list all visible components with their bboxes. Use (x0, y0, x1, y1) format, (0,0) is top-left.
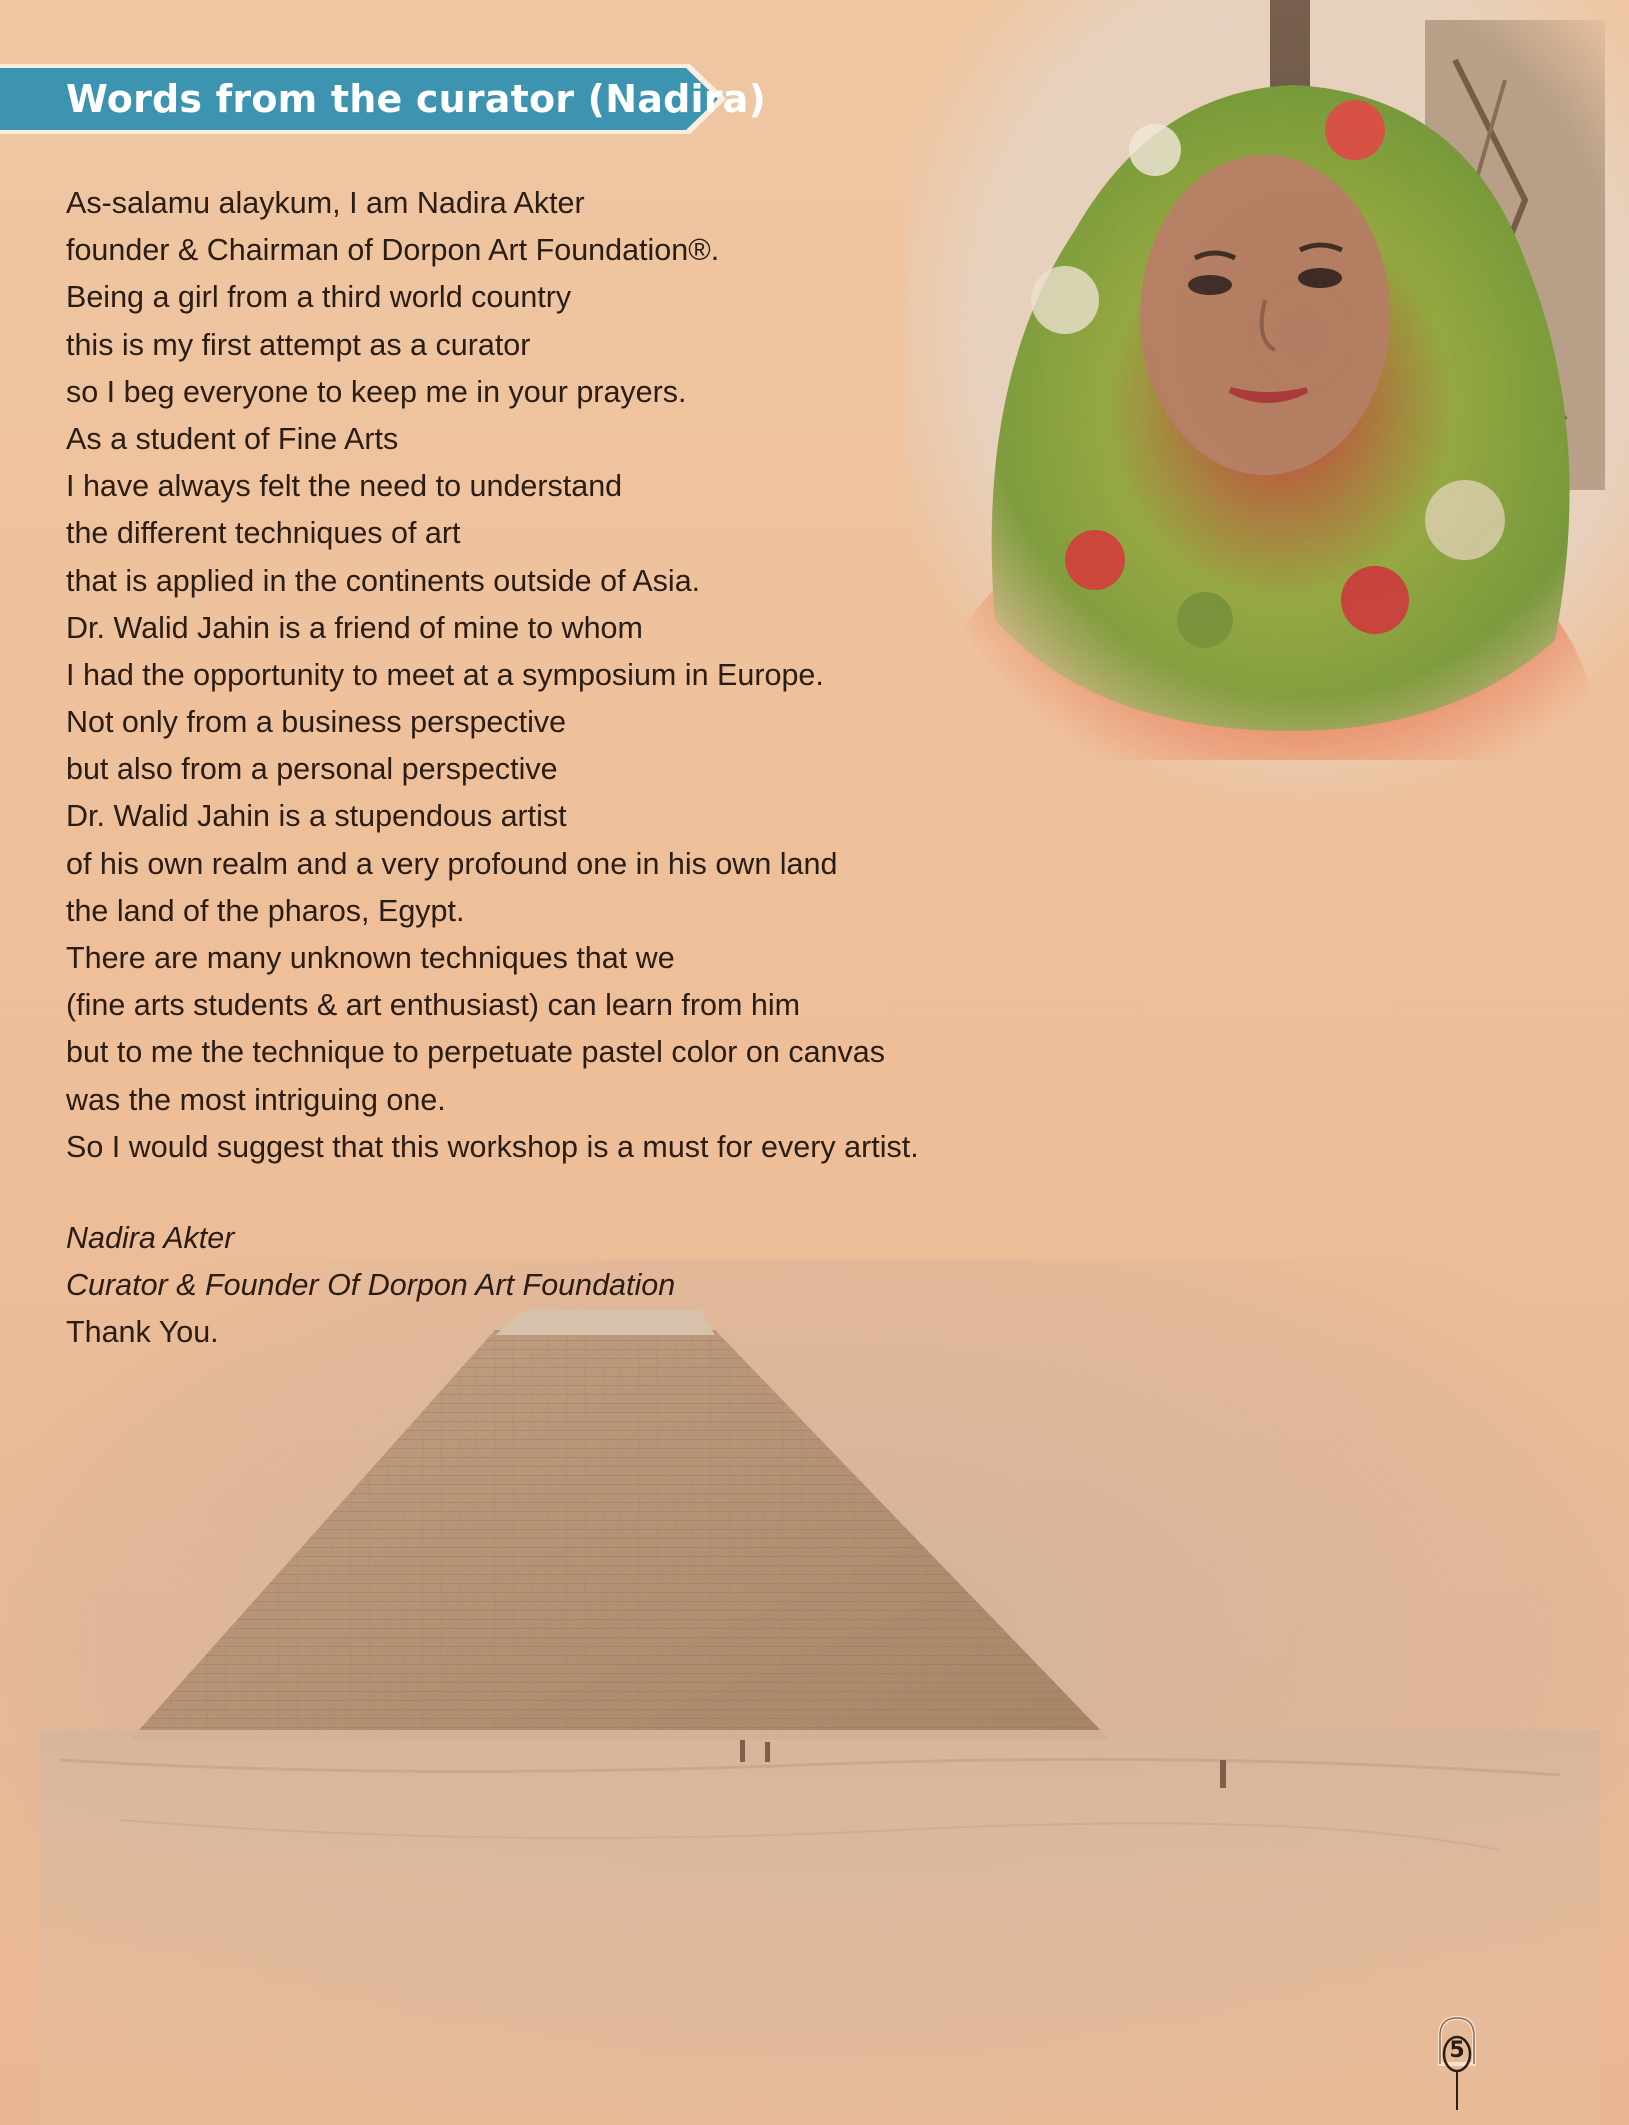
letter-line: the different techniques of art (66, 516, 461, 551)
signature-name: Nadira Akter (66, 1221, 235, 1255)
letter-line: There are many unknown techniques that we (66, 941, 675, 975)
letter-line: (fine arts students & art enthusiast) can learn from him (66, 988, 801, 1023)
letter-line: the land of the pharos, Egypt. (66, 893, 465, 928)
letter-line: was the most intriguing one. (66, 1082, 446, 1117)
pyramid-image (0, 1260, 1629, 2125)
letter-line: this is my first attempt as a curator (66, 327, 531, 362)
letter-line: of his own realm and a very profound one in his own land (66, 846, 838, 881)
letter-line: So I would suggest that this workshop is a must for every artist. (66, 1129, 919, 1164)
letter-line: Being a girl from a third world country (66, 280, 572, 315)
letter-line: As a student of Fine Arts (66, 421, 399, 456)
letter-line: that is applied in the continents outside of Asia. (66, 563, 701, 598)
curator-letter (66, 180, 966, 1171)
letter-line: I have always felt the need to understand (66, 469, 623, 504)
section-title: Words from the curator (Nadira) (66, 77, 767, 121)
page-number-badge (1432, 2014, 1482, 2114)
signature-block (66, 1215, 766, 1357)
letter-line: Dr. Walid Jahin is a stupendous artist (66, 799, 567, 834)
letter-line: but to me the technique to perpetuate pastel color on canvas (66, 1035, 885, 1070)
curator-photo (905, 0, 1629, 800)
letter-line: so I beg everyone to keep me in your prayers. (66, 374, 687, 409)
letter-line: Not only from a business perspective (66, 705, 567, 740)
section-title-banner (0, 62, 767, 136)
letter-line: founder & Chairman of Dorpon Art Foundation®. (66, 233, 720, 268)
page-number: 5 (1449, 2038, 1465, 2063)
letter-line: but also from a personal perspective (66, 752, 558, 787)
signature-title: Curator & Founder Of Dorpon Art Foundation (66, 1268, 676, 1303)
closing-text: Thank You. (66, 1315, 219, 1350)
letter-line: I had the opportunity to meet at a symposium in Europe. (66, 657, 824, 692)
letter-line: As-salamu alaykum, I am Nadira Akter (66, 186, 585, 220)
letter-line: Dr. Walid Jahin is a friend of mine to whom (66, 610, 643, 645)
